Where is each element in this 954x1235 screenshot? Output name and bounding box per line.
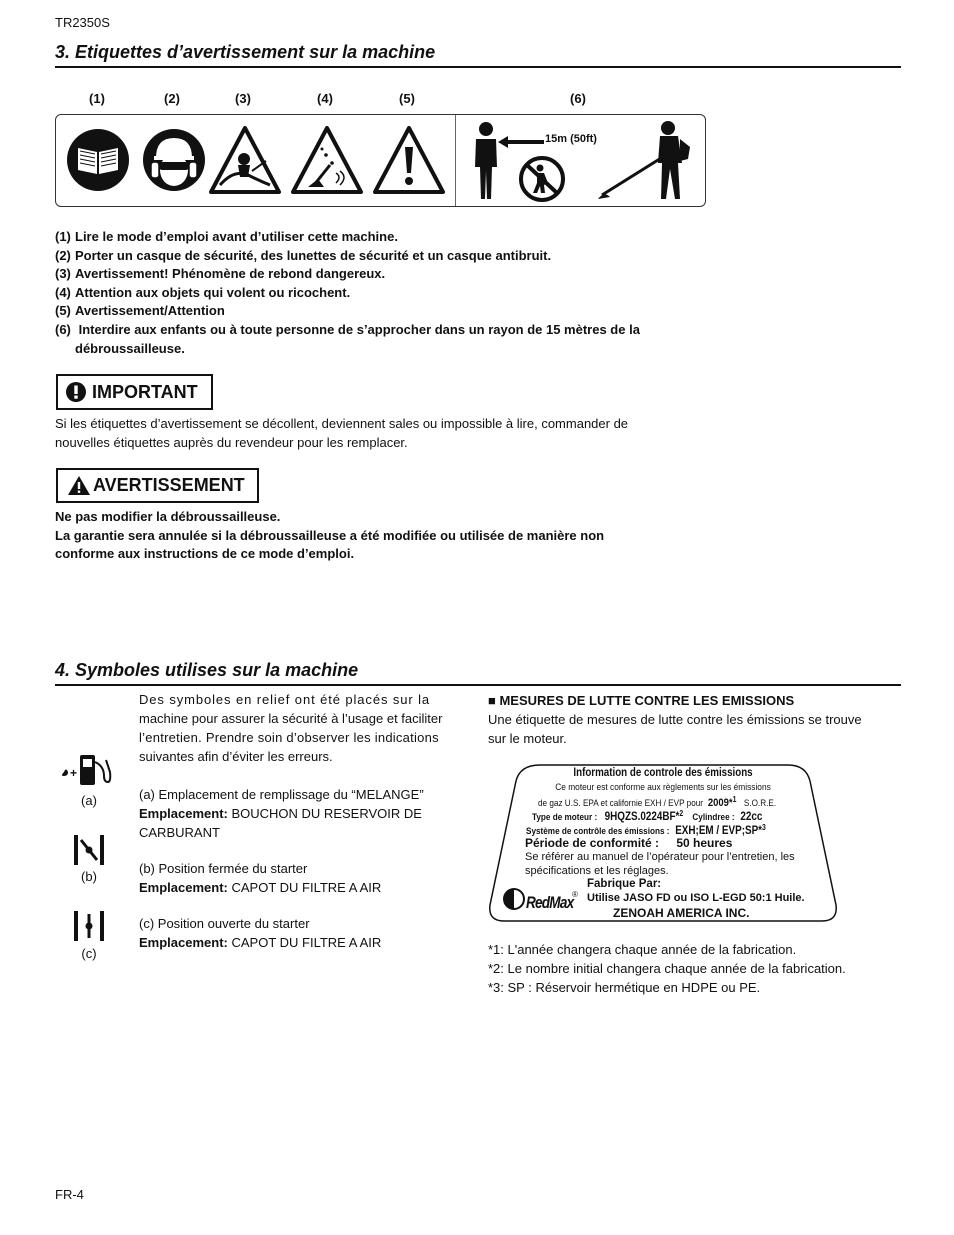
warning-label: AVERTISSEMENT (93, 475, 245, 495)
footnote: *3: SP : Réservoir hermétique en HDPE ou PE. (488, 980, 761, 995)
control-system-label: Système de contrôle des émissions : (526, 826, 670, 838)
emission-period (525, 836, 732, 850)
warning-text-line: La garantie sera annulée si la débroussailleuse a été modifiée ou utilisée de manière non (55, 527, 605, 543)
list-number: (5) (55, 303, 71, 319)
symbol-desc: (c) Position ouverte du starter (139, 916, 310, 931)
emissions-intro-line: Une étiquette de mesures de lutte contre les émissions se trouve (488, 712, 862, 727)
distance-text: 15m (50ft) (545, 133, 597, 145)
emission-engine-type (532, 809, 762, 823)
emission-title: Information de controle des émissions (573, 767, 753, 779)
cylinder-label: Cylindree : (692, 812, 735, 824)
label-number-6: (6) (570, 91, 586, 106)
kickback-warning-icon (208, 125, 282, 195)
section-4-title: 4. Symboles utilises sur la machine (55, 660, 359, 680)
symbol-caption-a: (a) (81, 793, 97, 808)
page-number: FR-4 (55, 1187, 84, 1202)
emission-line-2-text: de gaz U.S. EPA et californie EXH / EVP pour (538, 798, 704, 810)
fuel-mix-icon (60, 752, 114, 788)
manual-note-line: Se référer au manuel de l’opérateur pour l’entretien, les (525, 851, 795, 863)
important-text-line: Si les étiquettes d’avertissement se décollent, deviennent sales ou impossible à lire, commander de (55, 416, 629, 431)
list-text: Avertissement/Attention (75, 303, 225, 319)
period-value: 50 heures (676, 836, 733, 850)
location-value: BOUCHON DU RESERVOIR DE (227, 806, 422, 821)
warning-text (55, 508, 604, 564)
emissions-intro (488, 710, 862, 748)
cylinder-value: 22cc (740, 811, 763, 824)
emission-sore: S.O.R.E. (743, 798, 777, 810)
list-number: (2) (55, 247, 71, 263)
symbol-location (139, 933, 381, 952)
label-explanation-list (55, 228, 640, 358)
label-number-4: (4) (317, 91, 333, 106)
emission-line-1: Ce moteur est conforme aux règlements sur les émissions (555, 782, 771, 793)
symbol-b-description (139, 859, 381, 897)
emission-company: ZENOAH AMERICA INC. (613, 906, 750, 920)
list-text: Attention aux objets qui volent ou ricochent. (75, 284, 351, 300)
location-continuation: CARBURANT (139, 825, 220, 840)
model-number: TR2350S (55, 15, 110, 30)
important-text-line: nouvelles étiquettes auprès du revendeur pour les remplacer. (55, 435, 408, 450)
warning-labels-panel (55, 114, 706, 207)
symbols-intro-line: suivantes afin d’éviter les erreurs. (139, 749, 333, 764)
svg-text:+: + (70, 766, 78, 780)
control-system-value: EXH;EM / EVP;SP* (675, 825, 763, 838)
redmax-brand: RedMax (526, 893, 574, 912)
location-value: CAPOT DU FILTRE A AIR (227, 935, 382, 950)
location-label: Emplacement: (139, 806, 228, 821)
emissions-intro-line: sur le moteur. (488, 731, 567, 746)
footnote: *2: Le nombre initial changera chaque année de la fabrication. (488, 961, 846, 976)
emission-manual-note (525, 851, 795, 878)
important-text (55, 414, 628, 452)
section-4-rule (55, 684, 901, 686)
label-number-1: (1) (89, 91, 105, 106)
symbol-desc: (b) Position fermée du starter (139, 861, 308, 876)
warning-text-line: conforme aux instructions de ce mode d’emploi. (55, 546, 355, 561)
registered-mark: ® (572, 890, 578, 899)
symbol-location (139, 804, 424, 823)
warning-text-line: Ne pas modifier la débroussailleuse. (55, 509, 281, 524)
label-number-5: (5) (399, 91, 415, 106)
emission-year: 2009* (707, 797, 733, 810)
footnote-ref: 3 (762, 823, 766, 832)
symbols-intro-line: l’entretien. Prendre soin d’observer les indications (139, 730, 439, 745)
location-value: CAPOT DU FILTRE A AIR (227, 880, 382, 895)
symbols-intro (139, 690, 467, 766)
symbols-intro-line: Des symboles en relief ont été placés sur la (139, 692, 431, 707)
list-text: Interdire aux enfants ou à toute personne de s’approcher dans un rayon de 15 mètres de la (75, 321, 640, 337)
flying-objects-icon (290, 125, 364, 195)
list-item-continuation: débroussailleuse. (75, 340, 185, 356)
protective-gear-icon (142, 128, 206, 192)
list-item (55, 321, 640, 340)
period-label: Période de conformité : (525, 836, 660, 850)
list-text: Lire le mode d’emploi avant d’utiliser cette machine. (75, 229, 398, 244)
label-number-2: (2) (164, 91, 180, 106)
list-text: Porter un casque de sécurité, des lunettes de sécurité et un casque antibruit. (75, 247, 552, 263)
list-text: Avertissement! Phénomène de rebond dangereux. (75, 266, 386, 282)
emission-made-by: Fabrique Par: (587, 878, 662, 890)
symbol-location (139, 878, 381, 897)
warning-triangle-icon (68, 476, 90, 495)
list-number: (6) (55, 321, 71, 337)
engine-type-value: 9HQZS.0224BF* (604, 811, 680, 824)
emission-line-2 (538, 795, 776, 809)
choke-open-icon (72, 910, 106, 942)
important-label: IMPORTANT (92, 381, 198, 402)
warning-callout (56, 468, 259, 503)
location-label: Emplacement: (139, 935, 228, 950)
bystander-person-icon (470, 121, 520, 201)
panel-divider (455, 115, 456, 206)
list-number: (4) (55, 284, 71, 300)
list-item (55, 228, 640, 247)
list-item (55, 302, 640, 321)
read-manual-icon (66, 128, 130, 192)
label-number-3: (3) (235, 91, 251, 106)
symbol-caption-c: (c) (81, 946, 97, 961)
symbol-caption-b: (b) (81, 869, 97, 884)
footnote: *1: L'année changera chaque année de la fabrication. (488, 942, 797, 957)
footnote-ref: 1 (732, 795, 737, 804)
engine-type-label: Type de moteur : (532, 812, 598, 824)
list-item (55, 284, 640, 303)
operator-trimmer-icon (596, 119, 696, 203)
no-bystanders-icon (518, 155, 566, 203)
emissions-heading: ■ MESURES DE LUTTE CONTRE LES EMISSIONS (488, 693, 795, 708)
manual-note-line: spécifications et les réglages. (525, 864, 669, 877)
footnote-ref: 2 (679, 809, 684, 818)
symbol-desc: (a) Emplacement de remplissage du “MELANGE” (139, 787, 424, 802)
symbol-a-description (139, 785, 424, 842)
choke-closed-icon (72, 834, 106, 866)
list-number: (1) (55, 229, 71, 244)
important-callout (56, 374, 213, 410)
emission-fuel: Utilise JASO FD ou ISO L-EGD 50:1 Huile. (587, 892, 805, 904)
list-number: (3) (55, 266, 71, 282)
emission-footnotes (488, 940, 846, 997)
section-3-title: 3. Etiquettes d’avertissement sur la machine (55, 42, 436, 62)
list-item (55, 265, 640, 284)
symbols-intro-line: machine pour assurer la sécurité à l’usage et faciliter (139, 711, 443, 726)
list-item (55, 247, 640, 266)
caution-icon (372, 125, 446, 195)
redmax-logo-icon (502, 887, 526, 911)
symbol-c-description (139, 914, 381, 952)
location-label: Emplacement: (139, 880, 228, 895)
emission-label (488, 763, 838, 923)
distance-arrow-icon (496, 135, 546, 149)
exclamation-circle-icon (66, 382, 86, 402)
section-3-rule (55, 66, 901, 68)
